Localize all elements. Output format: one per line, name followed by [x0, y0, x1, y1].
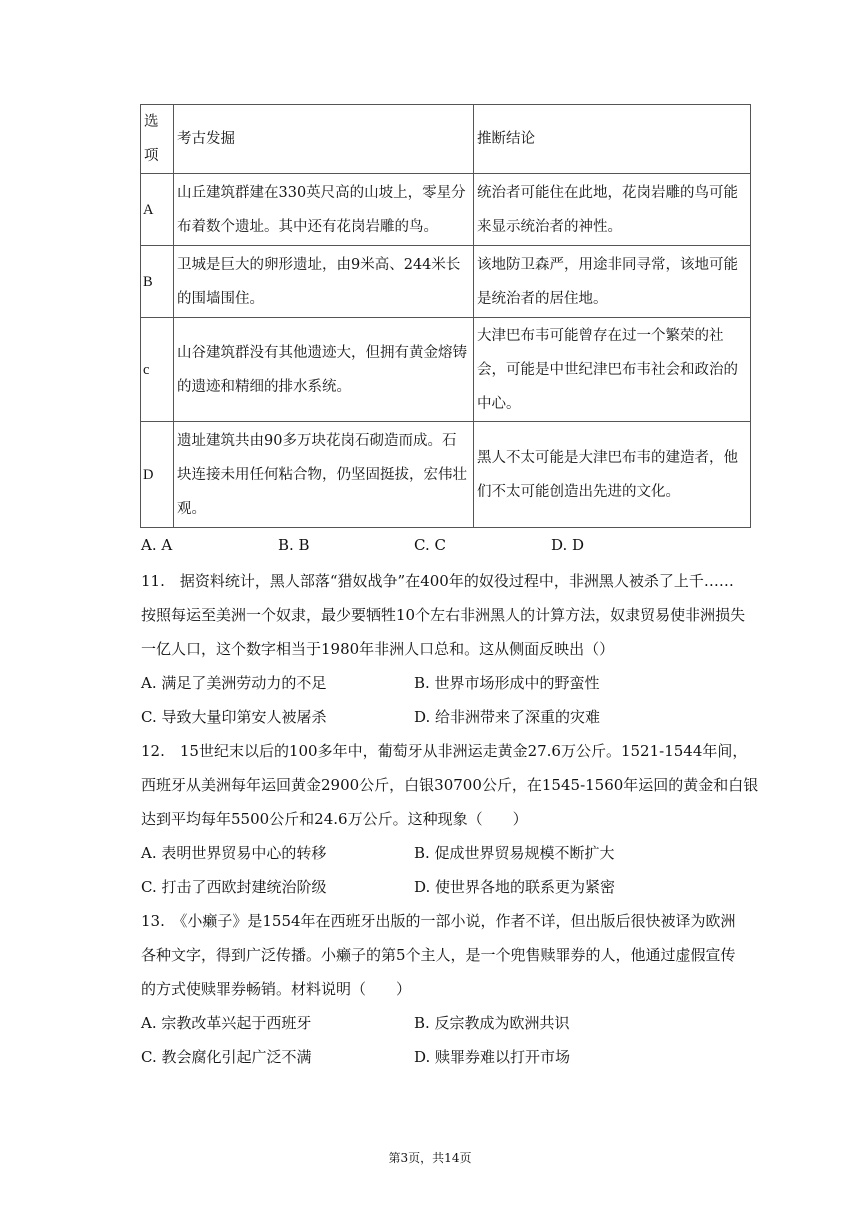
q12-choice-a: A. 表明世界贸易中心的转移 — [141, 844, 327, 862]
q13-line: 的方式使赎罪券畅销。材料说明（ ） — [141, 980, 412, 998]
q13-choice-a: A. 宗教改革兴起于西班牙 — [141, 1014, 312, 1032]
q11-choice-a: A. 满足了美洲劳动力的不足 — [141, 674, 327, 692]
q12-choice-d: D. 使世界各地的联系更为紧密 — [414, 878, 616, 896]
q11-line: 11. 据资料统计，黑人部落“猎奴战争”在400年的奴役过程中，非洲黑人被杀了上千…… — [141, 572, 734, 590]
row-find: 卫城是巨大的卵形遗址，由9米高、244米长的围墙围住。 — [174, 246, 474, 318]
q11-line: 按照每运至美洲一个奴隶，最少要牺牲10个左右非洲黑人的计算方法，奴隶贸易使非洲损失 — [141, 606, 746, 624]
page-footer: 第3页，共14页 — [388, 1151, 472, 1165]
q13-line: 各种文字，得到广泛传播。小癞子的第5个主人，是一个兜售赎罪券的人，他通过虚假宣传 — [141, 946, 736, 964]
table-row — [141, 318, 751, 422]
q10-choice-d: D. D — [551, 536, 585, 554]
header-option: 选项 — [141, 105, 174, 174]
q13-choice-b: B. 反宗教成为欧洲共识 — [414, 1014, 570, 1032]
question-table — [140, 104, 751, 528]
header-conclusion: 推断结论 — [474, 105, 751, 174]
row-option: B — [141, 246, 174, 318]
q13-line: 13. 《小癞子》是1554年在西班牙出版的一部小说，作者不详，但出版后很快被译为欧洲 — [141, 912, 736, 930]
row-find: 山谷建筑群没有其他遗迹大，但拥有黄金熔铸的遗迹和精细的排水系统。 — [174, 318, 474, 422]
q11-line: 一亿人口，这个数字相当于1980年非洲人口总和。这从侧面反映出（） — [141, 640, 615, 658]
table-row — [141, 422, 751, 528]
row-find: 遗址建筑共由90多万块花岗石砌造而成。石块连接未用任何粘合物，仍坚固挺拔，宏伟壮观。 — [174, 422, 474, 528]
q12-line: 西班牙从美洲每年运回黄金2900公斤，白银30700公斤，在1545-1560年运回的黄金和白银 — [141, 776, 759, 794]
header-find: 考古发掘 — [174, 105, 474, 174]
table-row — [141, 174, 751, 246]
row-find: 山丘建筑群建在330英尺高的山坡上，零星分布着数个遗址。其中还有花岗岩雕的鸟。 — [174, 174, 474, 246]
q13-choice-c: C. 教会腐化引起广泛不满 — [141, 1048, 312, 1066]
table-header-row — [141, 105, 751, 174]
row-conclusion: 黑人不太可能是大津巴布韦的建造者，他们不太可能创造出先进的文化。 — [474, 422, 751, 528]
q12-choice-b: B. 促成世界贸易规模不断扩大 — [414, 844, 615, 862]
row-conclusion: 大津巴布韦可能曾存在过一个繁荣的社会，可能是中世纪津巴布韦社会和政治的中心。 — [474, 318, 751, 422]
q12-line: 达到平均每年5500公斤和24.6万公斤。这种现象（ ） — [141, 810, 528, 828]
q12-line: 12. 15世纪末以后的100多年中，葡萄牙从非洲运走黄金27.6万公斤。1521-1544年间， — [141, 742, 748, 760]
q11-choice-b: B. 世界市场形成中的野蛮性 — [414, 674, 600, 692]
q12-choice-c: C. 打击了西欧封建统治阶级 — [141, 878, 327, 896]
q11-choice-d: D. 给非洲带来了深重的灾难 — [414, 708, 601, 726]
row-option: A — [141, 174, 174, 246]
q11-choice-c: C. 导致大量印第安人被屠杀 — [141, 708, 327, 726]
row-option: D — [141, 422, 174, 528]
q10-choice-c: C. C — [414, 536, 446, 554]
row-conclusion: 该地防卫森严，用途非同寻常，该地可能是统治者的居住地。 — [474, 246, 751, 318]
table-row — [141, 246, 751, 318]
q13-choice-d: D. 赎罪券难以打开市场 — [414, 1048, 571, 1066]
q10-choice-a: A. A — [141, 536, 173, 554]
row-option: c — [141, 318, 174, 422]
row-conclusion: 统治者可能住在此地，花岗岩雕的鸟可能来显示统治者的神性。 — [474, 174, 751, 246]
q10-choice-b: B. B — [278, 536, 310, 554]
